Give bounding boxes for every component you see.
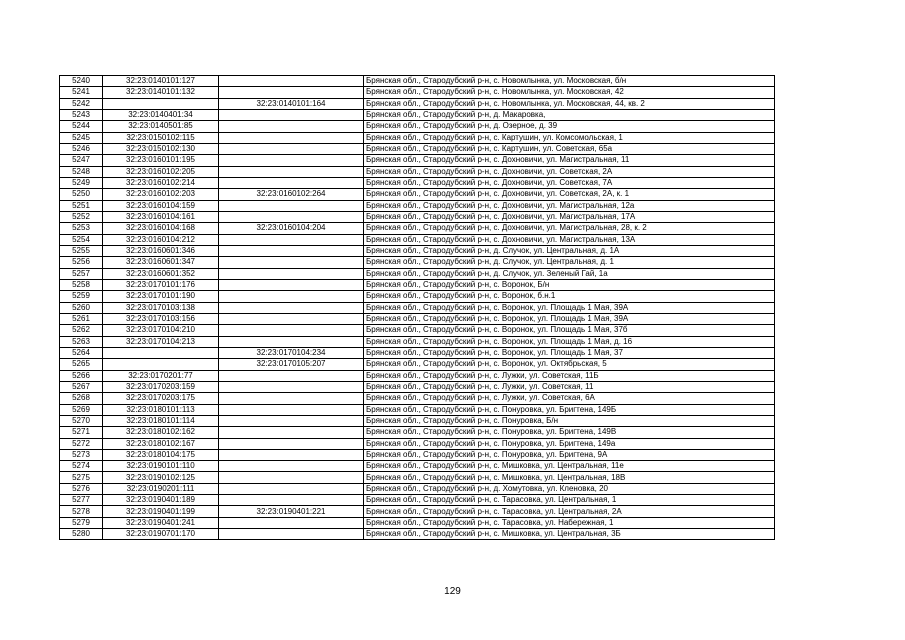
table-row [60, 189, 775, 200]
address-cell: Брянская обл., Стародубский р-н, с. Воронок, ул. Октябрьская, 5 [364, 359, 775, 370]
table-row [60, 291, 775, 302]
row-number-cell: 5273 [60, 449, 103, 460]
address-cell: Брянская обл., Стародубский р-н, д. Случок, ул. Центральная, д. 1А [364, 245, 775, 256]
cadastral-number-cell: 32:23:0190101:110 [103, 461, 219, 472]
table-row [60, 325, 775, 336]
row-number-cell: 5255 [60, 245, 103, 256]
address-cell: Брянская обл., Стародубский р-н, с. Дохновичи, ул. Советская, 2А [364, 166, 775, 177]
table-row [60, 404, 775, 415]
secondary-cadastral-cell [219, 404, 364, 415]
address-cell: Брянская обл., Стародубский р-н, с. Понуровка, Б/н [364, 415, 775, 426]
address-cell: Брянская обл., Стародубский р-н, с. Тарасовка, ул. Центральная, 1 [364, 495, 775, 506]
table-row [60, 393, 775, 404]
row-number-cell: 5280 [60, 529, 103, 540]
secondary-cadastral-cell [219, 109, 364, 120]
table-row [60, 472, 775, 483]
address-cell: Брянская обл., Стародубский р-н, д. Макаровка, [364, 109, 775, 120]
cadastral-number-cell: 32:23:0140501:85 [103, 121, 219, 132]
table-row [60, 177, 775, 188]
cadastral-number-cell: 32:23:0170201:77 [103, 370, 219, 381]
row-number-cell: 5240 [60, 76, 103, 87]
row-number-cell: 5258 [60, 279, 103, 290]
row-number-cell: 5248 [60, 166, 103, 177]
table-row [60, 121, 775, 132]
address-cell: Брянская обл., Стародубский р-н, с. Понуровка, ул. Бригтена, 149В [364, 427, 775, 438]
address-cell: Брянская обл., Стародубский р-н, с. Дохновичи, ул. Советская, 7А [364, 177, 775, 188]
cadastral-number-cell: 32:23:0170101:190 [103, 291, 219, 302]
row-number-cell: 5242 [60, 98, 103, 109]
address-cell: Брянская обл., Стародубский р-н, с. Воронок, ул. Площадь 1 Мая, 37 [364, 347, 775, 358]
cadastral-number-cell: 32:23:0190102:125 [103, 472, 219, 483]
secondary-cadastral-cell [219, 87, 364, 98]
cadastral-number-cell: 32:23:0160104:168 [103, 223, 219, 234]
address-cell: Брянская обл., Стародубский р-н, с. Понуровка, ул. Бригтена, 149а [364, 438, 775, 449]
address-cell: Брянская обл., Стародубский р-н, с. Воронок, б.н.1 [364, 291, 775, 302]
secondary-cadastral-cell [219, 313, 364, 324]
table-row [60, 506, 775, 517]
cadastral-number-cell: 32:23:0170104:213 [103, 336, 219, 347]
secondary-cadastral-cell [219, 415, 364, 426]
table-row [60, 109, 775, 120]
row-number-cell: 5251 [60, 200, 103, 211]
address-cell: Брянская обл., Стародубский р-н, с. Воронок, ул. Площадь 1 Мая, 39А [364, 313, 775, 324]
address-cell: Брянская обл., Стародубский р-н, с. Дохновичи, ул. Магистральная, 28, к. 2 [364, 223, 775, 234]
address-cell: Брянская обл., Стародубский р-н, с. Картушин, ул. Комсомольская, 1 [364, 132, 775, 143]
row-number-cell: 5263 [60, 336, 103, 347]
address-cell: Брянская обл., Стародубский р-н, с. Лужки, ул. Советская, 11Б [364, 370, 775, 381]
secondary-cadastral-cell [219, 483, 364, 494]
secondary-cadastral-cell: 32:23:0190401:221 [219, 506, 364, 517]
secondary-cadastral-cell [219, 155, 364, 166]
cadastral-number-cell: 32:23:0160601:347 [103, 257, 219, 268]
row-number-cell: 5250 [60, 189, 103, 200]
table-row [60, 200, 775, 211]
secondary-cadastral-cell [219, 381, 364, 392]
secondary-cadastral-cell [219, 121, 364, 132]
row-number-cell: 5279 [60, 517, 103, 528]
cadastral-number-cell: 32:23:0150102:115 [103, 132, 219, 143]
table-row [60, 268, 775, 279]
table-row [60, 461, 775, 472]
table-row [60, 415, 775, 426]
table-row [60, 483, 775, 494]
table-row [60, 449, 775, 460]
cadastral-number-cell: 32:23:0180101:114 [103, 415, 219, 426]
table-row [60, 517, 775, 528]
cadastral-number-cell: 32:23:0170103:156 [103, 313, 219, 324]
secondary-cadastral-cell [219, 325, 364, 336]
row-number-cell: 5264 [60, 347, 103, 358]
secondary-cadastral-cell: 32:23:0170105:207 [219, 359, 364, 370]
address-cell: Брянская обл., Стародубский р-н, с. Дохновичи, ул. Магистральная, 17А [364, 211, 775, 222]
table-row [60, 359, 775, 370]
secondary-cadastral-cell [219, 427, 364, 438]
page-number: 129 [444, 586, 461, 597]
secondary-cadastral-cell [219, 234, 364, 245]
secondary-cadastral-cell: 32:23:0160102:264 [219, 189, 364, 200]
cadastral-number-cell: 32:23:0170103:138 [103, 302, 219, 313]
address-cell: Брянская обл., Стародубский р-н, с. Мишковка, ул. Центральная, 3Б [364, 529, 775, 540]
cadastral-number-cell: 32:23:0190201:111 [103, 483, 219, 494]
cadastral-number-cell: 32:23:0180102:162 [103, 427, 219, 438]
secondary-cadastral-cell [219, 370, 364, 381]
row-number-cell: 5268 [60, 393, 103, 404]
table-body [60, 76, 775, 540]
table-row [60, 155, 775, 166]
cadastral-number-cell: 32:23:0190701:170 [103, 529, 219, 540]
row-number-cell: 5277 [60, 495, 103, 506]
table-row [60, 529, 775, 540]
secondary-cadastral-cell: 32:23:0170104:234 [219, 347, 364, 358]
row-number-cell: 5244 [60, 121, 103, 132]
table-row [60, 98, 775, 109]
address-cell: Брянская обл., Стародубский р-н, с. Мишковка, ул. Центральная, 18В [364, 472, 775, 483]
row-number-cell: 5274 [60, 461, 103, 472]
row-number-cell: 5245 [60, 132, 103, 143]
row-number-cell: 5254 [60, 234, 103, 245]
cadastral-number-cell [103, 359, 219, 370]
row-number-cell: 5278 [60, 506, 103, 517]
secondary-cadastral-cell [219, 393, 364, 404]
table-row [60, 370, 775, 381]
secondary-cadastral-cell [219, 166, 364, 177]
cadastral-number-cell: 32:23:0170203:175 [103, 393, 219, 404]
secondary-cadastral-cell [219, 461, 364, 472]
cadastral-number-cell: 32:23:0170101:176 [103, 279, 219, 290]
secondary-cadastral-cell [219, 279, 364, 290]
cadastral-number-cell: 32:23:0190401:189 [103, 495, 219, 506]
secondary-cadastral-cell [219, 517, 364, 528]
address-cell: Брянская обл., Стародубский р-н, с. Воронок, ул. Площадь 1 Мая, д. 16 [364, 336, 775, 347]
row-number-cell: 5267 [60, 381, 103, 392]
row-number-cell: 5260 [60, 302, 103, 313]
address-cell: Брянская обл., Стародубский р-н, д. Озерное, д. 39 [364, 121, 775, 132]
secondary-cadastral-cell [219, 245, 364, 256]
cadastral-number-cell: 32:23:0190401:241 [103, 517, 219, 528]
cadastral-number-cell: 32:23:0170104:210 [103, 325, 219, 336]
cadastral-number-cell: 32:23:0180102:167 [103, 438, 219, 449]
address-cell: Брянская обл., Стародубский р-н, с. Лужки, ул. Советская, 11 [364, 381, 775, 392]
row-number-cell: 5276 [60, 483, 103, 494]
secondary-cadastral-cell [219, 302, 364, 313]
table-row [60, 302, 775, 313]
secondary-cadastral-cell [219, 336, 364, 347]
cadastral-number-cell: 32:23:0190401:199 [103, 506, 219, 517]
table-row [60, 313, 775, 324]
cadastral-number-cell: 32:23:0160104:159 [103, 200, 219, 211]
row-number-cell: 5271 [60, 427, 103, 438]
cadastral-number-cell: 32:23:0160601:346 [103, 245, 219, 256]
secondary-cadastral-cell [219, 200, 364, 211]
address-cell: Брянская обл., Стародубский р-н, с. Дохновичи, ул. Магистральная, 12а [364, 200, 775, 211]
row-number-cell: 5243 [60, 109, 103, 120]
cadastral-number-cell: 32:23:0160104:212 [103, 234, 219, 245]
address-cell: Брянская обл., Стародубский р-н, с. Мишковка, ул. Центральная, 11е [364, 461, 775, 472]
secondary-cadastral-cell [219, 143, 364, 154]
table-row [60, 234, 775, 245]
cadastral-number-cell: 32:23:0160101:195 [103, 155, 219, 166]
address-cell: Брянская обл., Стародубский р-н, с. Дохновичи, ул. Советская, 2А, к. 1 [364, 189, 775, 200]
table-row [60, 336, 775, 347]
cadastral-number-cell: 32:23:0140101:127 [103, 76, 219, 87]
address-cell: Брянская обл., Стародубский р-н, с. Дохновичи, ул. Магистральная, 11 [364, 155, 775, 166]
secondary-cadastral-cell [219, 132, 364, 143]
table-row [60, 87, 775, 98]
row-number-cell: 5252 [60, 211, 103, 222]
row-number-cell: 5265 [60, 359, 103, 370]
secondary-cadastral-cell: 32:23:0140101:164 [219, 98, 364, 109]
cadastral-number-cell: 32:23:0140101:132 [103, 87, 219, 98]
table-row [60, 166, 775, 177]
address-cell: Брянская обл., Стародубский р-н, с. Тарасовка, ул. Центральная, 2А [364, 506, 775, 517]
secondary-cadastral-cell [219, 495, 364, 506]
secondary-cadastral-cell [219, 76, 364, 87]
table-row [60, 438, 775, 449]
address-cell: Брянская обл., Стародубский р-н, д. Случок, ул. Центральная, д. 1 [364, 257, 775, 268]
address-cell: Брянская обл., Стародубский р-н, с. Картушин, ул. Советская, 65а [364, 143, 775, 154]
address-cell: Брянская обл., Стародубский р-н, с. Дохновичи, ул. Магистральная, 13А [364, 234, 775, 245]
table-row [60, 143, 775, 154]
row-number-cell: 5241 [60, 87, 103, 98]
address-cell: Брянская обл., Стародубский р-н, д. Случок, ул. Зеленый Гай, 1а [364, 268, 775, 279]
row-number-cell: 5266 [60, 370, 103, 381]
address-cell: Брянская обл., Стародубский р-н, с. Понуровка, ул. Бригтена, 9А [364, 449, 775, 460]
address-cell: Брянская обл., Стародубский р-н, с. Новомлынка, ул. Московская, 42 [364, 87, 775, 98]
secondary-cadastral-cell [219, 211, 364, 222]
table-row [60, 381, 775, 392]
address-cell: Брянская обл., Стародубский р-н, с. Понуровка, ул. Бригтена, 149Б [364, 404, 775, 415]
secondary-cadastral-cell [219, 177, 364, 188]
row-number-cell: 5261 [60, 313, 103, 324]
table-row [60, 245, 775, 256]
address-cell: Брянская обл., Стародубский р-н, с. Лужки, ул. Советская, 6А [364, 393, 775, 404]
cadastral-number-cell: 32:23:0170203:159 [103, 381, 219, 392]
table-row [60, 257, 775, 268]
address-cell: Брянская обл., Стародубский р-н, с. Воронок, ул. Площадь 1 Мая, 39А [364, 302, 775, 313]
table-row [60, 76, 775, 87]
property-table [59, 75, 775, 540]
secondary-cadastral-cell [219, 268, 364, 279]
cadastral-number-cell: 32:23:0160102:203 [103, 189, 219, 200]
table-row [60, 427, 775, 438]
row-number-cell: 5262 [60, 325, 103, 336]
table-row [60, 223, 775, 234]
address-cell: Брянская обл., Стародубский р-н, с. Новомлынка, ул. Московская, б/н [364, 76, 775, 87]
row-number-cell: 5247 [60, 155, 103, 166]
cadastral-number-cell: 32:23:0180104:175 [103, 449, 219, 460]
row-number-cell: 5253 [60, 223, 103, 234]
table-row [60, 279, 775, 290]
row-number-cell: 5275 [60, 472, 103, 483]
row-number-cell: 5269 [60, 404, 103, 415]
row-number-cell: 5249 [60, 177, 103, 188]
cadastral-number-cell: 32:23:0150102:130 [103, 143, 219, 154]
address-cell: Брянская обл., Стародубский р-н, д. Хомутовка, ул. Кленовка, 20 [364, 483, 775, 494]
cadastral-number-cell: 32:23:0160601:352 [103, 268, 219, 279]
row-number-cell: 5259 [60, 291, 103, 302]
address-cell: Брянская обл., Стародубский р-н, с. Тарасовка, ул. Набережная, 1 [364, 517, 775, 528]
secondary-cadastral-cell [219, 449, 364, 460]
table-row [60, 347, 775, 358]
table-row [60, 211, 775, 222]
address-cell: Брянская обл., Стародубский р-н, с. Воронок, Б/н [364, 279, 775, 290]
secondary-cadastral-cell [219, 257, 364, 268]
table-row [60, 132, 775, 143]
cadastral-number-cell: 32:23:0140401:34 [103, 109, 219, 120]
secondary-cadastral-cell [219, 438, 364, 449]
address-cell: Брянская обл., Стародубский р-н, с. Новомлынка, ул. Московская, 44, кв. 2 [364, 98, 775, 109]
row-number-cell: 5257 [60, 268, 103, 279]
cadastral-number-cell: 32:23:0160104:161 [103, 211, 219, 222]
address-cell: Брянская обл., Стародубский р-н, с. Воронок, ул. Площадь 1 Мая, 37б [364, 325, 775, 336]
row-number-cell: 5256 [60, 257, 103, 268]
cadastral-number-cell: 32:23:0160102:205 [103, 166, 219, 177]
cadastral-number-cell [103, 98, 219, 109]
secondary-cadastral-cell [219, 529, 364, 540]
row-number-cell: 5270 [60, 415, 103, 426]
cadastral-number-cell [103, 347, 219, 358]
table-row [60, 495, 775, 506]
row-number-cell: 5246 [60, 143, 103, 154]
secondary-cadastral-cell [219, 291, 364, 302]
row-number-cell: 5272 [60, 438, 103, 449]
cadastral-number-cell: 32:23:0180101:113 [103, 404, 219, 415]
cadastral-number-cell: 32:23:0160102:214 [103, 177, 219, 188]
secondary-cadastral-cell [219, 472, 364, 483]
secondary-cadastral-cell: 32:23:0160104:204 [219, 223, 364, 234]
